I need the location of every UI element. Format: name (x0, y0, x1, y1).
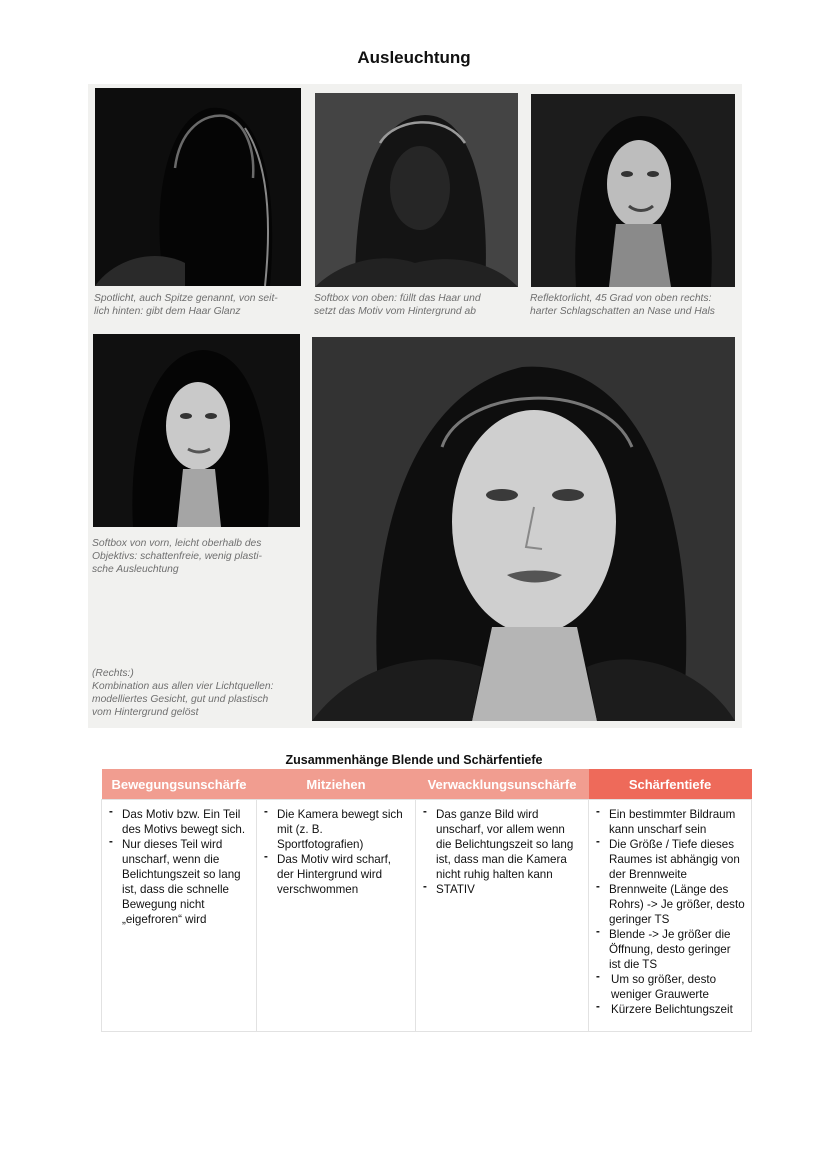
header-bewegungsunschaerfe: Bewegungsunschärfe (102, 769, 257, 800)
list-item: - Blende -> Je größer die Öffnung, desto geringer ist die TS (593, 927, 745, 972)
list-item: - Die Kamera bewegt sich mit (z. B. Sportfotografien) (261, 807, 409, 852)
list-item: - Brennweite (Länge des Rohrs) -> Je größer, desto geringer TS (593, 882, 745, 927)
caption-reflector: Reflektorlicht, 45 Grad von oben rechts: harter Schlagschatten an Nase und Hals (530, 293, 715, 317)
cell-mitziehen (257, 800, 416, 1032)
cell-bewegungsunschaerfe (102, 800, 257, 1032)
photo-combined (312, 337, 735, 721)
page-title: Ausleuchtung (357, 48, 471, 67)
caption-softbox-top: Softbox von oben: füllt das Haar und setzt das Motiv vom Hintergrund ab (314, 293, 481, 317)
cell-verwacklungsunschaerfe (416, 800, 589, 1032)
table-header-row (102, 769, 752, 800)
list-item: - Das ganze Bild wird unscharf, vor allem wenn die Belichtungszeit so lang ist, dass man die Kamera nicht ruhig halten kann (420, 807, 582, 882)
header-mitziehen: Mitziehen (257, 769, 416, 800)
list-item: - Ein bestimmter Bildraum kann unscharf sein (593, 807, 745, 837)
table-row (102, 800, 752, 1032)
list-item: - Das Motiv wird scharf, der Hintergrund wird verschwommen (261, 852, 409, 897)
table-title: Zusammenhänge Blende und Schärfentiefe (285, 753, 543, 767)
header-schaerfentiefe: Schärfentiefe (589, 769, 752, 800)
list-item: - STATIV (420, 882, 582, 897)
photo-reflector (531, 94, 735, 287)
list-item: - Nur dieses Teil wird unscharf, wenn die Belichtungszeit so lang ist, dass die schnelle Bewegung nicht „eigefroren“ wird (106, 837, 250, 927)
photo-softbox-top (315, 93, 518, 287)
caption-combined: (Rechts:) Kombination aus allen vier Lichtquellen: modelliertes Gesicht, gut und plastisch vom Hintergrund gelöst (92, 668, 274, 718)
comparison-table (101, 769, 752, 1032)
scanned-photo-page (88, 84, 742, 728)
caption-spotlight: Spotlicht, auch Spitze genannt, von seit- lich hinten: gibt dem Haar Glanz (94, 293, 278, 317)
sub-list-item: - Um so größer, desto weniger Grauwerte (593, 972, 745, 1002)
header-verwacklungsunschaerfe: Verwacklungsunschärfe (416, 769, 589, 800)
photo-spotlight (95, 88, 301, 286)
sub-list-item: - Kürzere Belichtungszeit (593, 1002, 745, 1017)
list-item: - Das Motiv bzw. Ein Teil des Motivs bewegt sich. (106, 807, 250, 837)
photo-softbox-front (93, 334, 300, 527)
list-item: - Die Größe / Tiefe dieses Raumes ist abhängig von der Brennweite (593, 837, 745, 882)
caption-softbox-front: Softbox von vorn, leicht oberhalb des Objektivs: schattenfreie, wenig plasti- sche Ausleuchtung (92, 538, 262, 575)
cell-schaerfentiefe (589, 800, 752, 1032)
